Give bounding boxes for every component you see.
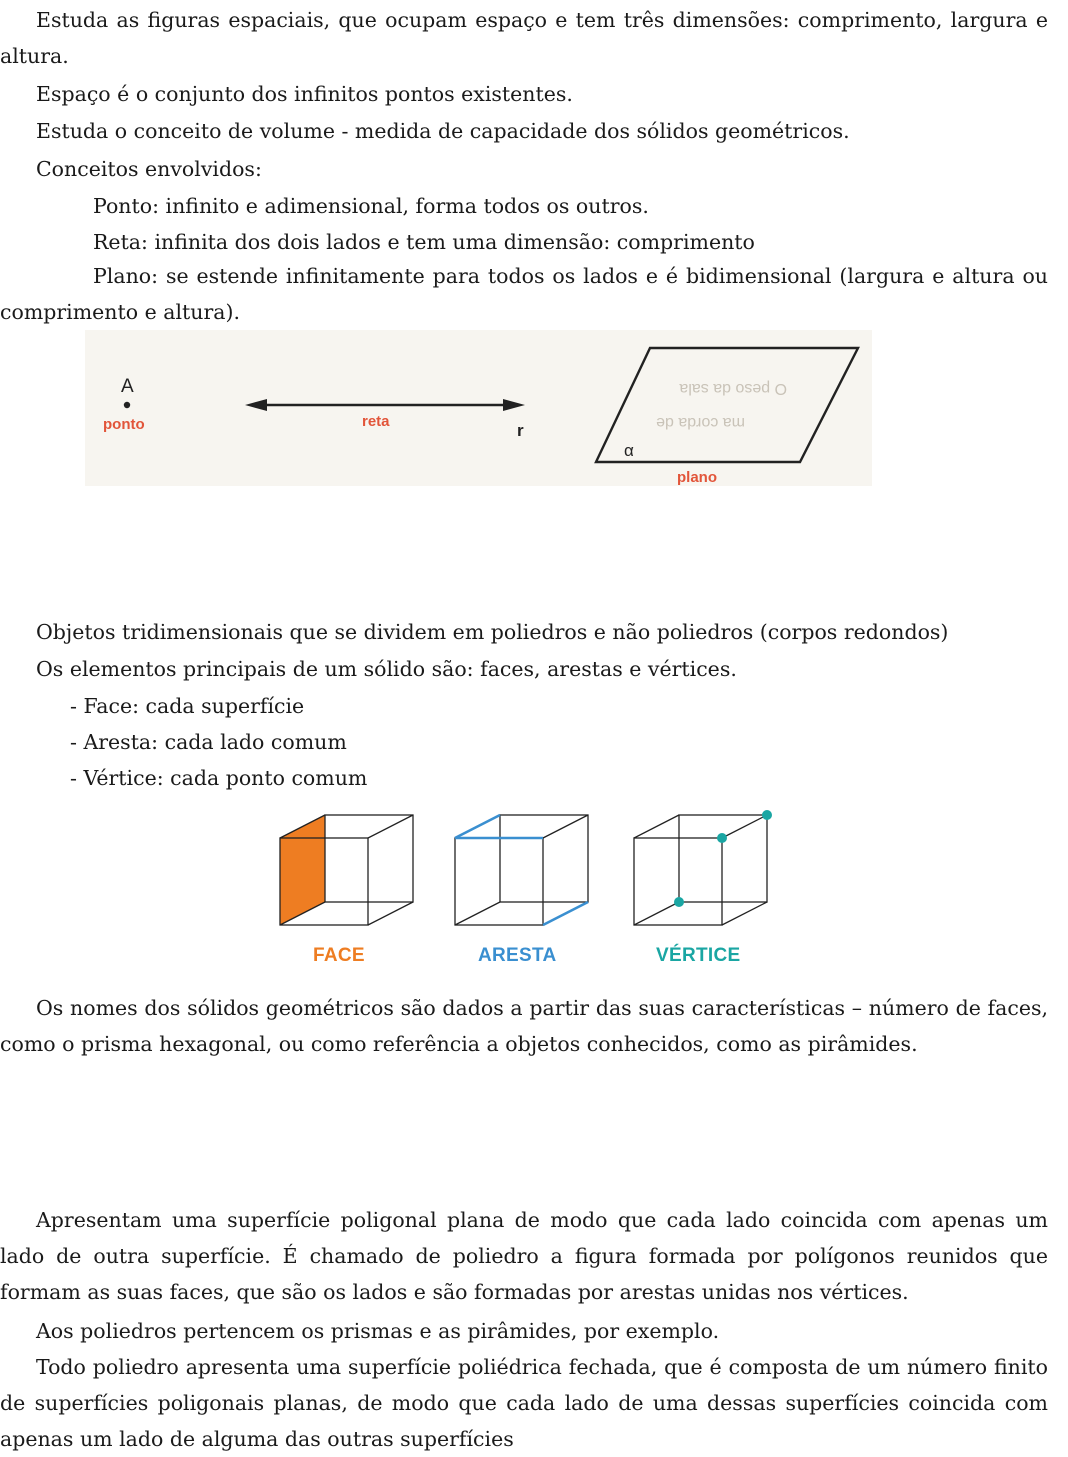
vertex-dot-3 <box>674 897 684 907</box>
point-letter: A <box>121 376 134 397</box>
plane-parallelogram <box>596 348 858 462</box>
face-caption: FACE <box>313 945 365 966</box>
point-concept: Ponto: infinito e adimensional, forma todos os outros. <box>93 194 649 218</box>
cube-elements-svg <box>270 805 790 935</box>
point-label: ponto <box>103 416 145 433</box>
plane-concept: Plano: se estende infinitamente para todos os lados e é bidimensional (largura e altura ou comprimento e altura). <box>0 264 1048 324</box>
polyhedron-examples: Aos poliedros pertencem os prismas e as pirâmides, por exemplo. <box>36 1319 720 1343</box>
space-definition: Espaço é o conjunto dos infinitos pontos existentes. <box>36 82 573 106</box>
cube-vertex <box>634 810 772 925</box>
point-dot <box>124 402 130 408</box>
edge-caption: ARESTA <box>478 945 557 966</box>
highlighted-edge-top <box>455 815 500 838</box>
highlighted-edge-bottom <box>543 902 588 925</box>
line-arrow-right <box>503 399 525 411</box>
face-item: - Face: cada superfície <box>70 694 305 718</box>
cube-elements-figure <box>270 805 790 980</box>
line-label: reta <box>362 413 390 430</box>
line-arrow-left <box>245 399 267 411</box>
point-line-plane-svg <box>85 330 872 486</box>
polyhedral-surface: Todo poliedro apresenta uma superfície poliédrica fechada, que é composta de um número finito de superfícies poligonais planas, de modo que cada lado de uma dessas superfícies coincida com apenas um lado de alguma das outras superfícies <box>0 1355 1048 1451</box>
vertex-caption: VÉRTICE <box>656 945 741 966</box>
bg-text-1: O peso da sala <box>679 380 787 397</box>
concepts-heading: Conceitos envolvidos: <box>36 157 262 181</box>
volume-concept: Estuda o conceito de volume - medida de capacidade dos sólidos geométricos. <box>36 119 850 143</box>
solids-intro: Objetos tridimensionais que se dividem em poliedros e não poliedros (corpos redondos) <box>36 620 949 644</box>
cube-edge <box>455 815 588 925</box>
solid-names-paragraph: Os nomes dos sólidos geométricos são dados a partir das suas características – número de faces, como o prisma hexagonal, ou como referência a objetos conhecidos, como as pirâmides. <box>0 996 1048 1056</box>
solid-elements: Os elementos principais de um sólido são: faces, arestas e vértices. <box>36 657 737 681</box>
line-concept: Reta: infinita dos dois lados e tem uma dimensão: comprimento <box>93 230 755 254</box>
vertex-item: - Vértice: cada ponto comum <box>70 766 368 790</box>
plane-label: plano <box>677 469 717 486</box>
polyhedron-definition: Apresentam uma superfície poligonal plana de modo que cada lado coincida com apenas um lado de outra superfície. É chamado de poliedro a figura formada por polígonos reunidos que formam as suas faces, que são os lados e são formadas por arestas unidas nos vértices. <box>0 1208 1048 1304</box>
edge-item: - Aresta: cada lado comum <box>70 730 347 754</box>
vertex-dot-2 <box>717 833 727 843</box>
line-letter: r <box>517 421 524 440</box>
highlighted-face <box>280 815 325 925</box>
plane-letter: α <box>624 441 634 460</box>
vertex-dot-1 <box>762 810 772 820</box>
bg-text-2: ma corda de <box>656 414 745 431</box>
intro-paragraph: Estuda as figuras espaciais, que ocupam espaço e tem três dimensões: comprimento, largura e altura. <box>0 8 1048 68</box>
cube-back <box>325 815 413 902</box>
point-line-plane-figure <box>85 330 872 486</box>
cube-face <box>280 815 413 925</box>
